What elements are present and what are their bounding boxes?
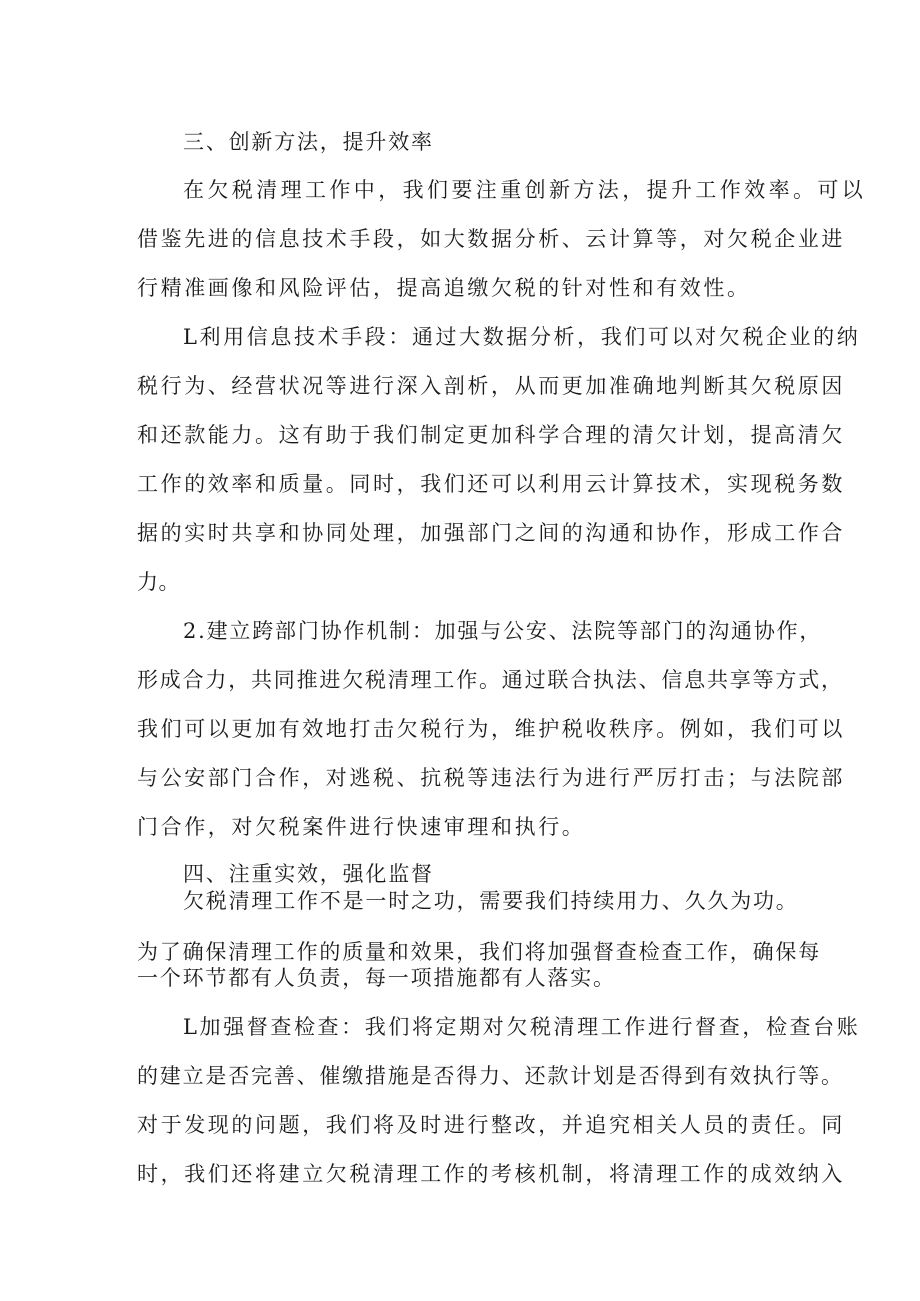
paragraph-line: 与公安部门合作，对逃税、抗税等违法行为进行严厉打击；与法院部 [137,766,845,790]
paragraph-line: L利用信息技术手段：通过大数据分析，我们可以对欠税企业的纳 [183,325,861,349]
paragraph-line: 的建立是否完善、催缴措施是否得力、还款计划是否得到有效执行等。 [137,1064,844,1088]
paragraph-line: 借鉴先进的信息技术手段，如大数据分析、云计算等，对欠税企业进 [137,227,845,251]
paragraph-line: 我们可以更加有效地打击欠税行为，维护税收秩序。例如，我们可以 [137,717,845,741]
paragraph-line: 时，我们还将建立欠税清理工作的考核机制，将清理工作的成效纳入 [137,1162,845,1186]
paragraph-line: 2.建立跨部门协作机制：加强与公安、法院等部门的沟通协作， [183,619,823,643]
paragraph-line: L加强督查检查：我们将定期对欠税清理工作进行督查，检查台账 [183,1015,861,1039]
paragraph-line: 力。 [137,570,180,594]
paragraph-line: 形成合力，共同推进欠税清理工作。通过联合执法、信息共享等方式， [137,668,844,692]
paragraph-line: 对于发现的问题，我们将及时进行整改，并追究相关人员的责任。同 [137,1113,845,1137]
paragraph-line: 工作的效率和质量。同时，我们还可以利用云计算技术，实现税务数 [137,472,845,496]
section-3-heading: 三、创新方法，提升效率 [183,130,434,154]
paragraph-line: 和还款能力。这有助于我们制定更加科学合理的清欠计划，提高清欠 [137,423,845,447]
paragraph-line: 为了确保清理工作的质量和效果，我们将加强督查检查工作，确保每 [137,940,821,964]
paragraph-line: 门合作，对欠税案件进行快速审理和执行。 [137,815,586,839]
paragraph-line: 税行为、经营状况等进行深入剖析，从而更加准确地判断其欠税原因 [137,374,845,398]
paragraph-line: 一个环节都有人负责，每一项措施都有人落实。 [137,966,616,990]
paragraph-line: 欠税清理工作不是一时之功，需要我们持续用力、久久为功。 [183,889,799,913]
paragraph-line: 行精准画像和风险评估，提高追缴欠税的针对性和有效性。 [137,276,751,300]
paragraph-line: 据的实时共享和协同处理，加强部门之间的沟通和协作，形成工作合 [137,521,845,545]
paragraph-line: 在欠税清理工作中，我们要注重创新方法，提升工作效率。可以 [183,178,867,202]
section-4-heading: 四、注重实效，强化监督 [183,862,434,886]
